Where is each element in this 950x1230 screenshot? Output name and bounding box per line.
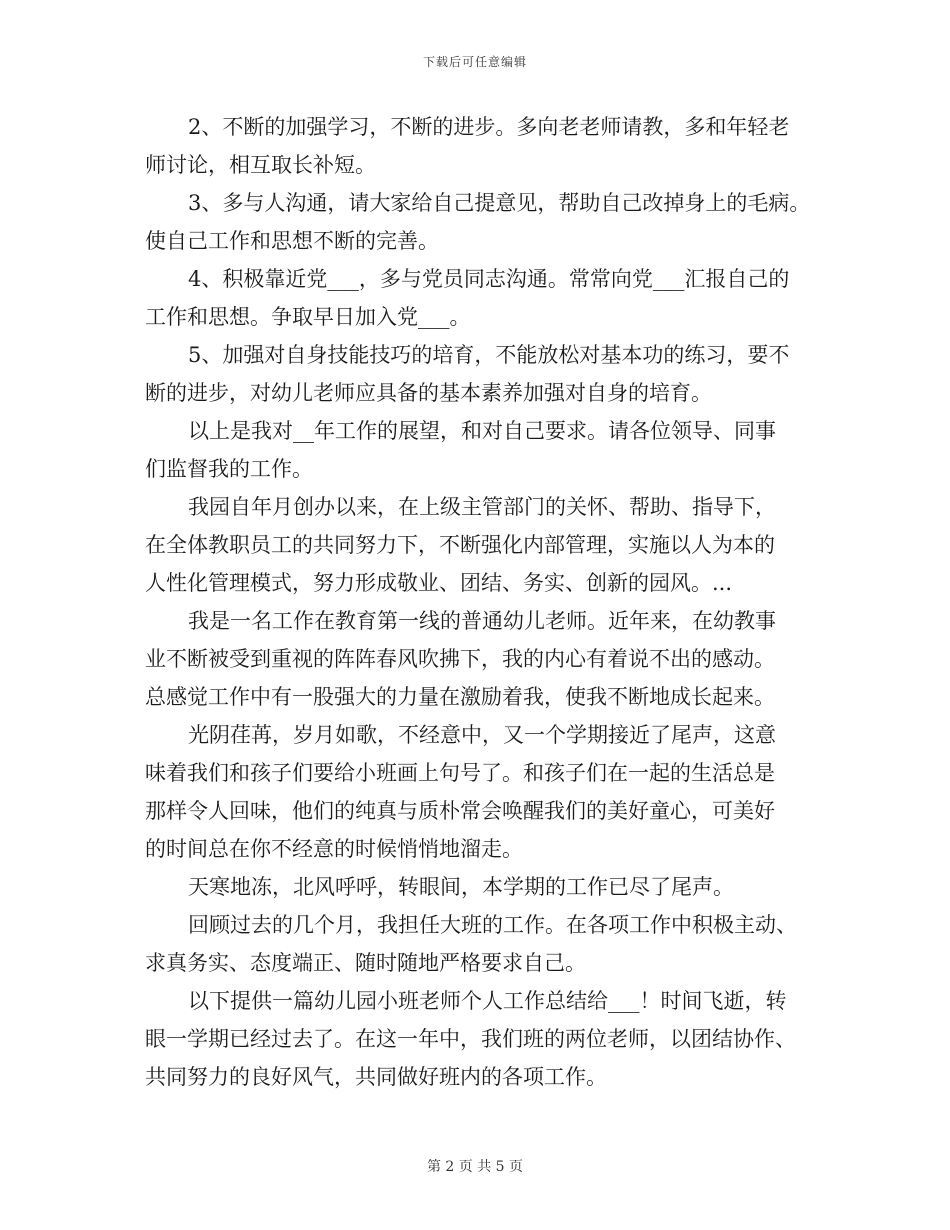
text-line: 共同努力的良好风气，共同做好班内的各项工作。 bbox=[145, 1065, 607, 1089]
text-line: 我是一名工作在教育第一线的普通幼儿老师。近年来，在幼教事 bbox=[188, 609, 776, 633]
text-line: 总感觉工作中有一股强大的力量在激励着我，使我不断地成长起来。 bbox=[145, 685, 775, 709]
text-line: 以下提供一篇幼儿园小班老师个人工作总结给___！时间飞逝，转 bbox=[188, 989, 787, 1013]
text-line: 3、多与人沟通，请大家给自己提意见，帮助自己改掉身上的毛病。 bbox=[188, 191, 811, 215]
text-line: 师讨论，相互取长补短。 bbox=[145, 153, 376, 177]
paragraph bbox=[145, 488, 825, 602]
paragraph bbox=[145, 108, 825, 184]
page-header: 下载后可任意编辑 bbox=[422, 55, 527, 69]
paragraph bbox=[145, 982, 825, 1096]
text-line: 光阴荏苒，岁月如歌，不经意中，又一个学期接近了尾声，这意 bbox=[188, 723, 776, 747]
text-line: 求真务实、态度端正、随时随地严格要求自己。 bbox=[145, 951, 586, 975]
paragraph bbox=[145, 716, 825, 868]
text-line: 业不断被受到重视的阵阵春风吹拂下，我的内心有着说不出的感动。 bbox=[145, 647, 775, 671]
text-line: 回顾过去的几个月，我担任大班的工作。在各项工作中积极主动、 bbox=[188, 913, 797, 937]
text-line: 工作和思想。争取早日加入党___。 bbox=[145, 305, 471, 329]
text-line: 的时间总在你不经意的时候悄悄地溜走。 bbox=[145, 837, 523, 861]
text-line: 使自己工作和思想不断的完善。 bbox=[145, 229, 439, 253]
text-line: 5、加强对自身技能技巧的培育，不能放松对基本功的练习，要不 bbox=[188, 343, 790, 367]
text-line: 以上是我对__年工作的展望，和对自己要求。请各位领导、同事 bbox=[188, 419, 776, 443]
paragraph bbox=[145, 868, 825, 906]
paragraph bbox=[145, 260, 825, 336]
text-line: 4、积极靠近党___，多与党员同志沟通。常常向党___汇报自己的 bbox=[188, 267, 790, 291]
text-line: 人性化管理模式，努力形成敬业、团结、务实、创新的园风。... bbox=[145, 571, 733, 595]
paragraph bbox=[145, 412, 825, 488]
paragraph bbox=[145, 602, 825, 716]
text-line: 那样令人回味，他们的纯真与质朴常会唤醒我们的美好童心，可美好 bbox=[145, 799, 775, 823]
paragraph bbox=[145, 336, 825, 412]
text-line: 2、不断的加强学习，不断的进步。多向老老师请教，多和年轻老 bbox=[188, 115, 790, 139]
text-line: 们监督我的工作。 bbox=[145, 457, 313, 481]
text-line: 断的进步，对幼儿老师应具备的基本素养加强对自身的培育。 bbox=[145, 381, 712, 405]
text-line: 味着我们和孩子们要给小班画上句号了。和孩子们在一起的生活总是 bbox=[145, 761, 775, 785]
text-line: 在全体教职员工的共同努力下，不断强化内部管理，实施以人为本的 bbox=[145, 533, 775, 557]
text-line: 天寒地冻，北风呼呼，转眼间，本学期的工作已尽了尾声。 bbox=[188, 875, 734, 899]
text-line: 眼一学期已经过去了。在这一年中，我们班的两位老师，以团结协作、 bbox=[145, 1027, 796, 1051]
document-body bbox=[145, 108, 825, 1096]
page-number: 第 2 页 共 5 页 bbox=[426, 1159, 524, 1175]
text-line: 我园自年月创办以来，在上级主管部门的关怀、帮助、指导下， bbox=[188, 495, 776, 519]
paragraph bbox=[145, 184, 825, 260]
paragraph bbox=[145, 906, 825, 982]
